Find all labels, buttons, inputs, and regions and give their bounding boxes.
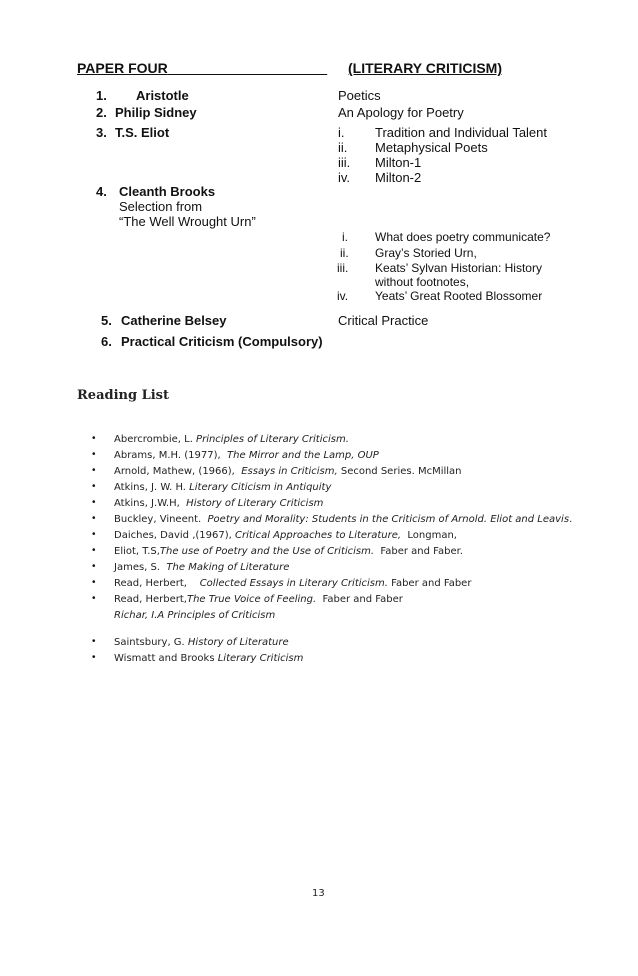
reference-title: The Making of Literature — [166, 562, 290, 573]
reference-author: Arnold, Mathew, (1966), — [114, 466, 242, 477]
reference-item — [114, 637, 289, 648]
item-6-number: 6. — [101, 334, 112, 349]
reference-author: Wismatt and Brooks — [114, 653, 218, 664]
reference-author: Atkins, J. W. H. — [114, 482, 190, 493]
item-4-note-2: “The Well Wrought Urn” — [119, 214, 256, 229]
item-4-work-3-continued: without footnotes, — [375, 275, 470, 289]
item-4-work-3-num: iii. — [337, 261, 349, 275]
item-3-work-2-num: ii. — [338, 140, 348, 155]
reference-publisher: Longman, — [401, 530, 457, 541]
item-4-work-2-num: ii. — [340, 246, 349, 260]
reference-title: Essays in Criticism, — [241, 466, 338, 477]
reference-title: History of Literary Criticism — [186, 498, 324, 509]
reference-author: Eliot, T.S, — [114, 546, 160, 557]
bullet-icon: • — [92, 529, 96, 540]
reference-item — [114, 653, 303, 664]
item-5-number: 5. — [101, 313, 112, 328]
item-5-author: Catherine Belsey — [121, 313, 227, 328]
item-2-work: An Apology for Poetry — [338, 105, 464, 120]
item-4-work-2: Gray’s Storied Urn, — [375, 246, 477, 260]
reference-author: Read, Herbert, — [114, 594, 187, 605]
reference-author: Abrams, M.H. (1977), — [114, 450, 228, 461]
reference-publisher: Faber and Faber — [316, 594, 403, 605]
header-underline-spacer — [168, 60, 327, 76]
item-3-work-4: Milton-2 — [375, 170, 422, 185]
reading-list-title: Reading List — [77, 388, 169, 403]
item-4-note-1: Selection from — [119, 199, 203, 214]
item-1-author: Aristotle — [136, 88, 189, 103]
reference-item — [114, 578, 471, 589]
item-4-work-4: Yeats’ Great Rooted Blossomer — [375, 289, 543, 303]
item-3-work-1: Tradition and Individual Talent — [375, 125, 548, 140]
item-4-work-1: What does poetry communicate? — [375, 230, 551, 244]
reference-continuation — [114, 610, 275, 621]
item-4-work-1-num: i. — [342, 230, 348, 244]
item-5-work: Critical Practice — [338, 313, 429, 328]
reference-title: Poetry and Morality: Students in the Criticism of Arnold. Eliot and Leavis — [207, 514, 570, 525]
bullet-icon: • — [92, 636, 96, 647]
bullet-icon: • — [92, 465, 96, 476]
reference-author: James, S. — [114, 562, 167, 573]
reference-publisher: Faber and Faber — [387, 578, 472, 589]
item-3-work-4-num: iv. — [338, 170, 351, 185]
reference-title: Literary Criticism — [217, 653, 304, 664]
paper-subject: (LITERARY CRITICISM) — [348, 60, 502, 76]
reference-title: The use of Poetry and the Use of Criticism. — [159, 546, 375, 557]
bullet-icon: • — [92, 449, 96, 460]
item-3-work-2: Metaphysical Poets — [375, 140, 488, 155]
item-3-work-1-num: i. — [338, 125, 345, 140]
reference-item — [114, 498, 323, 509]
reference-title: The Mirror and the Lamp, OUP — [227, 450, 379, 461]
item-2-author: Philip Sidney — [115, 105, 197, 120]
reference-item — [114, 562, 289, 573]
reference-title: History of Literature — [187, 637, 289, 648]
paper-title: PAPER FOUR — [77, 60, 168, 76]
reference-title: The True Voice of Feeling. — [186, 594, 317, 605]
bullet-icon: • — [92, 497, 96, 508]
reference-title: Collected Essays in Literary Criticism. — [199, 578, 388, 589]
reference-item — [114, 546, 463, 557]
bullet-icon: • — [92, 577, 96, 588]
item-4-work-3: Keats’ Sylvan Historian: History — [375, 261, 542, 275]
reference-title: Principles of Literary Criticism. — [196, 434, 349, 445]
reference-item — [114, 466, 462, 477]
paper-title-row — [77, 60, 327, 76]
item-3-author: T.S. Eliot — [115, 125, 170, 140]
reference-title: Critical Approaches to Literature, — [235, 530, 402, 541]
bullet-icon: • — [92, 545, 96, 556]
item-1-number: 1. — [96, 88, 107, 103]
reference-author: Abercrombie, L. — [114, 434, 197, 445]
bullet-icon: • — [92, 652, 96, 663]
reference-author: Saintsbury, G. — [114, 637, 188, 648]
reference-title: Richar, I.A Principles of Criticism — [114, 610, 276, 621]
item-3-work-3-num: iii. — [338, 155, 351, 170]
reference-author: Read, Herbert, — [114, 578, 200, 589]
reference-author: Buckley, Vineent. — [114, 514, 208, 525]
reference-publisher: Second Series. McMillan — [337, 466, 462, 477]
bullet-icon: • — [92, 513, 96, 524]
bullet-icon: • — [92, 433, 96, 444]
page-number: 13 — [312, 888, 325, 899]
item-3-work-3: Milton-1 — [375, 155, 422, 170]
item-3-number: 3. — [96, 125, 107, 140]
reference-author: Daiches, David ,(1967), — [114, 530, 236, 541]
item-4-author: Cleanth Brooks — [119, 184, 216, 199]
item-4-number: 4. — [96, 184, 107, 199]
reference-title: Literary Citicism in Antiquity — [189, 482, 332, 493]
item-6-author: Practical Criticism (Compulsory) — [121, 334, 323, 349]
reference-item — [114, 594, 403, 605]
bullet-icon: • — [92, 561, 96, 572]
item-4-work-4-num: iv. — [337, 289, 349, 303]
reference-item — [114, 530, 457, 541]
reference-item — [114, 434, 349, 445]
bullet-icon: • — [92, 593, 96, 604]
reference-publisher: . — [569, 514, 573, 525]
reference-author: Atkins, J.W.H, — [114, 498, 187, 509]
reference-item — [114, 514, 572, 525]
reference-item — [114, 482, 331, 493]
reference-item — [114, 450, 379, 461]
reference-publisher: Faber and Faber. — [374, 546, 463, 557]
bullet-icon: • — [92, 481, 96, 492]
item-1-work: Poetics — [338, 88, 381, 103]
item-2-number: 2. — [96, 105, 107, 120]
